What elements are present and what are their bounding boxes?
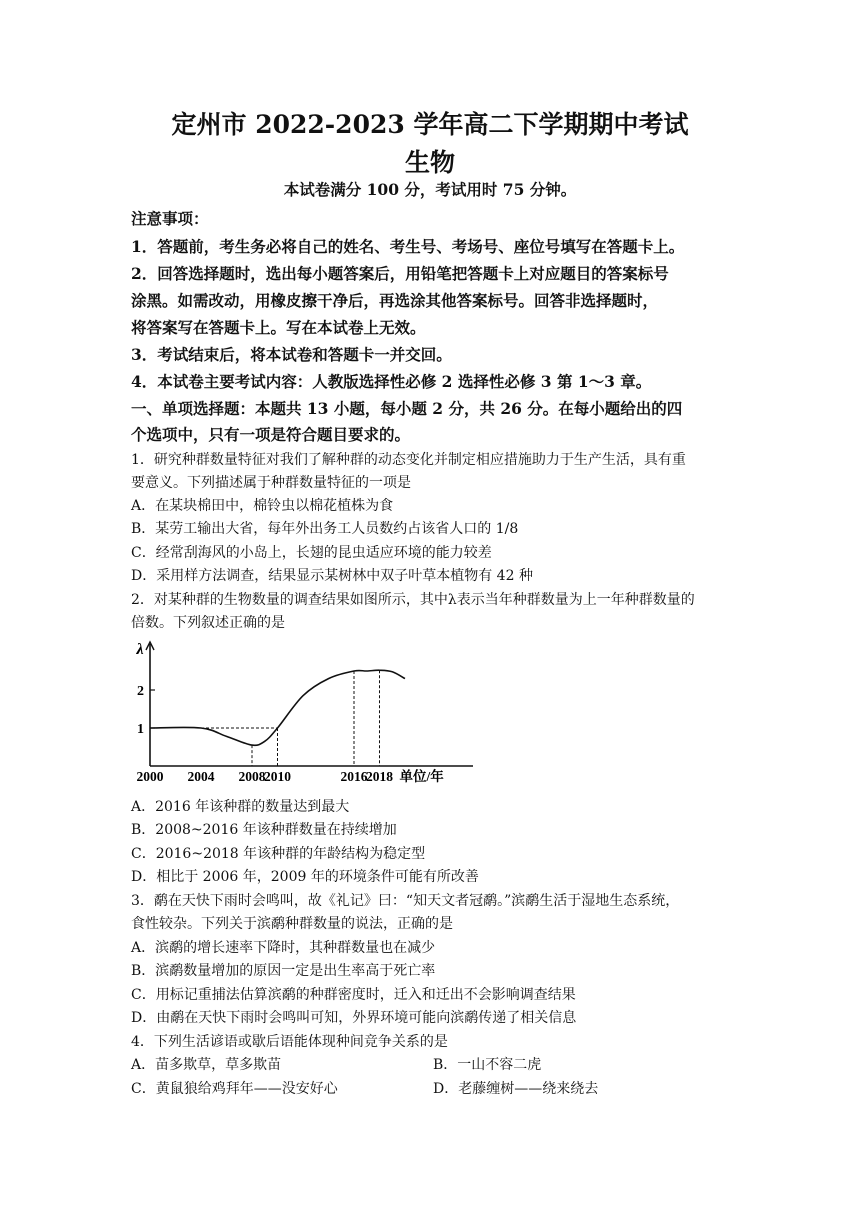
notice-item: 将答案写在答题卡上。写在本试卷上无效。 bbox=[131, 318, 426, 337]
notice-item: 2．回答选择题时，选出每小题答案后，用铅笔把答题卡上对应题目的答案标号 bbox=[131, 264, 669, 283]
x-tick-label: 2016 bbox=[340, 769, 368, 784]
q1-option-d: D．采用样方法调查，结果显示某树林中双子叶草本植物有 42 种 bbox=[131, 568, 533, 584]
exam-title: 定州市 2022-2023 学年高二下学期期中考试 bbox=[171, 110, 689, 139]
x-tick-label: 2000 bbox=[136, 769, 164, 784]
notice-item: 4．本试卷主要考试内容：人教版选择性必修 2 选择性必修 3 第 1～3 章。 bbox=[131, 372, 652, 391]
q4-option-a: A．苗多欺草，草多欺苗 bbox=[131, 1057, 282, 1073]
x-tick-label: 2004 bbox=[187, 769, 215, 784]
section-heading: 一、单项选择题：本题共 13 小题，每小题 2 分，共 26 分。在每小题给出的四 bbox=[131, 399, 683, 418]
notice-item: 涂黑。如需改动，用橡皮擦干净后，再选涂其他答案标号。回答非选择题时， bbox=[131, 291, 659, 310]
q4-option-b: B．一山不容二虎 bbox=[433, 1057, 542, 1073]
q2-option-a: A．2016 年该种群的数量达到最大 bbox=[131, 799, 350, 815]
x-axis-label: 单位/年 bbox=[399, 769, 444, 784]
q1-stem: 1．研究种群数量特征对我们了解种群的动态变化并制定相应措施助力于生产生活，具有重 bbox=[131, 452, 686, 468]
q4-option-c: C．黄鼠狼给鸡拜年——没安好心 bbox=[131, 1081, 338, 1097]
q2-option-d: D．相比于 2006 年，2009 年的环境条件可能有所改善 bbox=[131, 869, 479, 885]
q4-stem: 4．下列生活谚语或歇后语能体现种间竞争关系的是 bbox=[131, 1034, 448, 1050]
q3-option-d: D．由鹬在天快下雨时会鸣叫可知，外界环境可能向滨鹬传递了相关信息 bbox=[131, 1010, 577, 1026]
q3-option-a: A．滨鹬的增长速率下降时，其种群数量也在减少 bbox=[131, 940, 436, 956]
notice-heading: 注意事项： bbox=[131, 209, 209, 228]
subject-title: 生物 bbox=[404, 148, 455, 177]
y-axis-label: λ bbox=[136, 641, 144, 658]
section-heading: 个选项中，只有一项是符合题目要求的。 bbox=[131, 425, 411, 444]
q1-stem: 要意义。下列描述属于种群数量特征的一项是 bbox=[131, 475, 411, 491]
q3-option-b: B．滨鹬数量增加的原因一定是出生率高于死亡率 bbox=[131, 963, 436, 979]
x-tick-label: 2018 bbox=[366, 769, 393, 784]
q3-stem: 食性较杂。下列关于滨鹬种群数量的说法，正确的是 bbox=[131, 916, 453, 932]
q2-option-b: B．2008~2016 年该种群数量在持续增加 bbox=[131, 822, 397, 838]
q3-option-c: C．用标记重捕法估算滨鹬的种群密度时，迁入和迁出不会影响调查结果 bbox=[131, 987, 576, 1003]
q2-stem: 2．对某种群的生物数量的调查结果如图所示，其中λ表示当年种群数量为上一年种群数量的 bbox=[131, 592, 695, 608]
lambda-chart bbox=[128, 636, 488, 786]
exam-info: 本试卷满分 100 分，考试用时 75 分钟。 bbox=[283, 180, 577, 199]
q1-option-c: C．经常刮海风的小岛上，长翅的昆虫适应环境的能力较差 bbox=[131, 545, 492, 561]
q2-stem: 倍数。下列叙述正确的是 bbox=[131, 615, 285, 631]
q1-option-b: B．某劳工输出大省，每年外出务工人员数约占该省人口的 1/8 bbox=[131, 521, 519, 537]
q1-option-a: A．在某块棉田中，棉铃虫以棉花植株为食 bbox=[131, 498, 394, 514]
y-tick-label: 2 bbox=[137, 684, 144, 699]
q4-option-d: D．老藤缠树——绕来绕去 bbox=[433, 1081, 599, 1097]
y-tick-label: 1 bbox=[137, 722, 144, 737]
notice-item: 3．考试结束后，将本试卷和答题卡一并交回。 bbox=[131, 345, 452, 364]
x-tick-label: 2010 bbox=[264, 769, 291, 784]
q3-stem: 3．鹬在天快下雨时会鸣叫，故《礼记》曰：“知天文者冠鹬。”滨鹬生活于湿地生态系统， bbox=[131, 893, 680, 909]
q2-option-c: C．2016~2018 年该种群的年龄结构为稳定型 bbox=[131, 846, 426, 862]
notice-item: 1．答题前，考生务必将自己的姓名、考生号、考场号、座位号填写在答题卡上。 bbox=[131, 237, 685, 256]
x-tick-label: 2008 bbox=[238, 769, 266, 784]
